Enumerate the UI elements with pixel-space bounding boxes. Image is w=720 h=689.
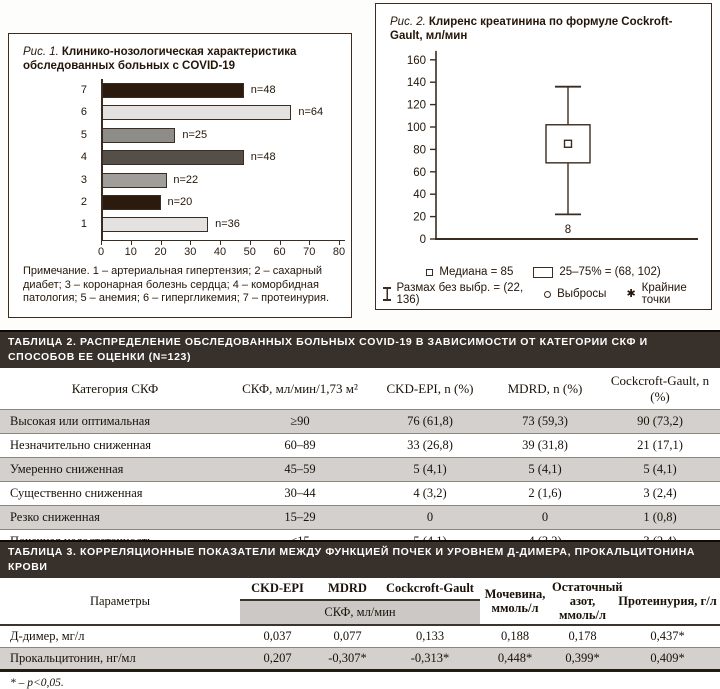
legend-row-2 [376,282,711,306]
table-3-row-label: Д-димер, мг/л [10,629,85,643]
bar-value-label: n=22 [173,173,199,186]
box-plot-svg [376,47,710,257]
table-3-subheader-skf: СКФ, мл/мин [240,600,480,625]
bar-category-label: 2 [80,196,87,208]
x-axis-tick-label: 50 [243,245,256,258]
table-3-cell: -0,313* [410,651,450,665]
table-3-row [0,625,720,648]
table-2-cell: 60–89 [284,438,316,452]
y-axis-tick-label: 80 [413,144,426,157]
table-2-row-label: Существенно сниженная [10,486,143,500]
table-3-cell: 0,188 [500,629,530,643]
table-3-row-label: Прокальцитонин, нг/мл [10,651,136,665]
table-2-cell: 0 [541,510,549,524]
legend-box [533,266,660,278]
box-plot [376,47,711,262]
bar [101,83,244,98]
x-axis-tick-label: 40 [213,245,227,258]
bar [101,195,161,210]
table-3-cell: -0,307* [328,651,367,665]
table-3-row [0,648,720,671]
table-2-col-cg: Cockcroft-Gault, n (%) [610,373,710,404]
table-3-col-mdrd: MDRD [328,581,367,596]
table-2-cell: 5 (4,1) [643,462,677,476]
figure-1-caption-prefix: Рис. 1. [23,46,59,58]
legend-median [426,266,513,278]
table-3-cell: 0,437* [650,629,685,643]
y-axis-tick-label: 60 [413,166,426,179]
bar-category-label: 4 [80,151,87,164]
figure-2-caption [376,4,711,45]
table-3-title-bar: ТАБЛИЦА 3. КОРРЕЛЯЦИОННЫЕ ПОКАЗАТЕЛИ МЕЖДУ ФУНКЦИЕЙ ПОЧЕК И УРОВНЕМ Д-ДИМЕРА, ПРОКАЛЬЦИТОНИНА КРОВИ [0,540,720,578]
y-axis-tick-label: 140 [406,77,426,90]
table-3-cell: 0,077 [333,629,362,643]
x-axis-tick [309,240,310,245]
bar-value-label: n=20 [167,196,193,208]
x-axis-tick-label: 30 [184,245,197,258]
bar [101,217,208,232]
box-plot-legend [376,266,711,306]
table-2-cell: 76 (61,8) [407,414,453,428]
bar-value-label: n=48 [250,151,276,164]
x-category-label: 8 [564,224,572,236]
x-axis-tick [250,240,251,245]
table-2-cell: 1 (0,8) [643,510,677,524]
table-2-row [0,482,720,506]
figure-1-panel [8,33,352,318]
outlier-icon [544,291,551,298]
figure-1-note: Примечание. 1 – артериальная гипертензия; 2 – сахарный диабет; 3 – коронарная болезнь сердца; 4 – коморбидная патология; 5 – анемия; 6 – гипергликемия; 7 – протеинурия. [23,265,330,304]
table-2-cell: 5 (4,1) [413,462,447,476]
x-axis-tick-label: 70 [303,245,316,258]
median-marker-icon [426,269,433,276]
table-2-title-bar: ТАБЛИЦА 2. РАСПРЕДЕЛЕНИЕ ОБСЛЕДОВАННЫХ БОЛЬНЫХ COVID-19 В ЗАВИСИМОСТИ ОТ КАТЕГОРИИ СКФ И СПОСОБОВ ЕЕ ОЦЕНКИ (N=123) [0,330,720,368]
table-3-col-ckdepi: CKD-EPI [251,581,304,596]
table-3-cell: 0,409* [650,651,685,665]
table-2-row [0,506,720,530]
table-2-cell: 33 (26,8) [407,438,453,452]
table-2-cell: 4 (3,2) [413,486,447,500]
table-2-row [0,410,720,434]
extreme-point-icon: ✱ [626,288,636,300]
table-3-cell: 0,207 [263,651,292,665]
x-axis-tick [131,240,132,245]
table-3 [0,578,720,672]
table-2-cell: 0 [426,510,434,524]
table-2-col-mdrd: MDRD, n (%) [507,381,583,396]
y-axis-tick-label: 160 [406,54,426,67]
table-3-section [0,540,720,689]
bar-category-label: 7 [80,84,87,96]
figure-2-caption-prefix: Рис. 2. [390,16,426,28]
table-2-col-category: Категория СКФ [71,381,159,396]
figure-2-panel [375,3,712,310]
table-2-cell: 3 (2,4) [643,486,677,500]
x-axis-tick-label: 20 [154,245,167,258]
bar [101,150,244,165]
table-3-footnote: * – p<0,05. [10,677,64,689]
legend-row-1 [376,266,711,278]
table-2-col-ckdepi: CKD-EPI, n (%) [386,381,474,396]
table-2-cell: 45–59 [284,462,316,476]
bar-value-label: n=48 [250,84,276,96]
table-2-header [0,368,720,410]
bar-value-label: n=25 [182,128,208,141]
bar-category-label: 1 [80,218,87,231]
table-3-col-parameters: Параметры [0,578,240,625]
table-2-cell: 39 (31,8) [522,438,568,452]
table-3-cell: 0,037 [263,629,292,643]
x-axis-tick-label: 80 [332,245,346,258]
table-2-section [0,330,720,556]
x-axis-tick [190,240,191,245]
legend-extremes [626,282,704,306]
table-2-col-skf: СКФ, мл/мин/1,73 м² [242,381,358,396]
table-2-row [0,458,720,482]
figure-2-caption-text: Клиренс креатинина по формуле Cockroft-Gault, мл/мин [390,16,673,42]
x-axis-tick [220,240,221,245]
figure-1-caption [9,34,351,75]
x-axis-tick-label: 0 [97,245,105,258]
table-2-cell: 73 (59,3) [522,414,568,428]
y-axis-tick-label: 20 [413,211,426,224]
legend-outliers [544,288,606,300]
table-2-cell: 30–44 [284,486,316,500]
bar-value-label: n=64 [298,106,324,119]
bar-category-label: 3 [80,173,87,186]
bar-value-label: n=36 [215,218,240,231]
table-2-cell: 5 (4,1) [528,462,562,476]
table-3-col-cg: Cockcroft-Gault [386,581,474,596]
table-3-col-urea: Мочевина, ммоль/л [480,578,550,625]
bar [101,128,175,143]
x-axis-tick-label: 60 [273,245,286,258]
legend-median-label: Медиана = 85 [439,266,514,278]
x-axis-tick-label: 10 [124,245,137,258]
bar-category-label: 6 [80,106,87,119]
table-3-cell: 0,178 [568,629,597,643]
table-3-cell: 0,448* [497,651,533,665]
table-3-header [0,578,720,625]
x-axis-tick [161,240,162,245]
table-2-cell: 90 (73,2) [637,414,683,428]
table-2-cell: 2 (1,6) [528,486,562,500]
bar-category-label: 5 [80,128,87,141]
table-3-cell: 0,399* [565,651,600,665]
x-axis-tick [280,240,281,245]
legend-whisker [383,282,524,306]
y-axis-tick-label: 40 [413,189,426,202]
legend-extremes-label: Крайние точки [641,282,687,306]
table-2 [0,368,720,556]
table-3-col-nitrogen: Остаточный азот, ммоль/л [550,578,615,625]
x-axis-tick [339,240,340,245]
table-2-row-label: Незначительно сниженная [10,438,152,452]
bar [101,105,291,120]
table-2-cell: 21 (17,1) [637,438,683,452]
table-3-cell: 0,133 [415,629,445,643]
y-axis-line [101,79,103,240]
y-axis-tick-label: 0 [419,234,426,246]
y-axis-tick-label: 100 [406,122,426,134]
table-3-col-proteinuria: Протеинурия, г/л [615,578,720,625]
table-2-row-label: Высокая или оптимальная [10,414,151,428]
table-2-row-label: Умеренно сниженная [10,462,124,476]
bar [101,173,167,188]
table-2-row-label: Резко сниженная [10,510,100,524]
y-axis-tick-label: 120 [406,99,426,112]
legend-whisker-label: Размах без выбр. = (22, 136) [396,282,524,306]
bar-chart [9,79,351,263]
legend-box-label: 25–75% = (68, 102) [559,266,661,278]
figure-1-caption-text: Клинико-нозологическая характеристика обследованных больных с COVID-19 [23,46,297,72]
table-2-cell: 15–29 [284,510,316,524]
median-marker [565,140,572,147]
x-axis-tick [101,240,102,245]
table-2-cell: ≥90 [290,414,310,428]
whisker-range-icon [383,287,391,301]
table-2-row [0,434,720,458]
iqr-box-icon [533,267,553,278]
legend-outliers-label: Выбросы [557,288,607,300]
